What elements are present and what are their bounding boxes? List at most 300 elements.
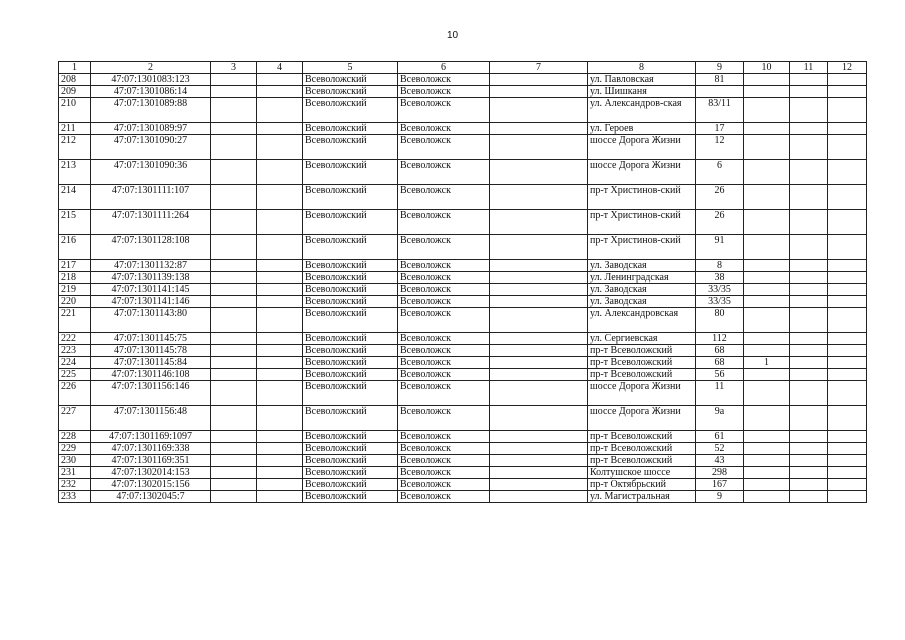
empty-cell: [257, 443, 303, 455]
house-number-cell: 26: [696, 210, 744, 235]
column-10-cell: [744, 308, 790, 333]
column-10-cell: [744, 185, 790, 210]
house-number-cell: 167: [696, 479, 744, 491]
district-cell: Всеволожский: [303, 74, 398, 86]
cadastral-number-cell: 47:07:1301132:87: [91, 260, 211, 272]
cadastral-number-cell: 47:07:1302015:156: [91, 479, 211, 491]
district-cell: Всеволожский: [303, 369, 398, 381]
row-number-cell: 218: [59, 272, 91, 284]
street-cell: ул. Ленинградская: [588, 272, 696, 284]
empty-cell: [257, 491, 303, 503]
city-cell: Всеволожск: [398, 135, 490, 160]
empty-cell: [490, 479, 588, 491]
empty-cell: [490, 185, 588, 210]
street-cell: шоссе Дорога Жизни: [588, 135, 696, 160]
cadastral-number-cell: 47:07:1301169:338: [91, 443, 211, 455]
city-cell: Всеволожск: [398, 479, 490, 491]
empty-cell: [790, 284, 828, 296]
empty-cell: [211, 431, 257, 443]
empty-cell: [828, 333, 867, 345]
street-cell: пр-т Всеволожский: [588, 369, 696, 381]
column-header: 2: [91, 62, 211, 74]
district-cell: Всеволожский: [303, 284, 398, 296]
table-row: [59, 160, 867, 185]
empty-cell: [257, 479, 303, 491]
empty-cell: [257, 123, 303, 135]
street-cell: шоссе Дорога Жизни: [588, 406, 696, 431]
house-number-cell: 9: [696, 491, 744, 503]
district-cell: Всеволожский: [303, 272, 398, 284]
house-number-cell: 298: [696, 467, 744, 479]
empty-cell: [490, 86, 588, 98]
district-cell: Всеволожский: [303, 431, 398, 443]
cadastral-number-cell: 47:07:1301090:36: [91, 160, 211, 185]
empty-cell: [211, 333, 257, 345]
empty-cell: [790, 86, 828, 98]
empty-cell: [257, 160, 303, 185]
empty-cell: [828, 308, 867, 333]
empty-cell: [790, 210, 828, 235]
city-cell: Всеволожск: [398, 345, 490, 357]
column-header: 10: [744, 62, 790, 74]
empty-cell: [490, 272, 588, 284]
city-cell: Всеволожск: [398, 123, 490, 135]
street-cell: пр-т Всеволожский: [588, 455, 696, 467]
empty-cell: [257, 210, 303, 235]
empty-cell: [257, 296, 303, 308]
empty-cell: [211, 479, 257, 491]
row-number-cell: 230: [59, 455, 91, 467]
table-row: [59, 308, 867, 333]
city-cell: Всеволожск: [398, 443, 490, 455]
empty-cell: [828, 123, 867, 135]
empty-cell: [828, 74, 867, 86]
district-cell: Всеволожский: [303, 308, 398, 333]
city-cell: Всеволожск: [398, 74, 490, 86]
house-number-cell: 43: [696, 455, 744, 467]
street-cell: пр-т Всеволожский: [588, 443, 696, 455]
empty-cell: [490, 467, 588, 479]
empty-cell: [490, 308, 588, 333]
empty-cell: [828, 357, 867, 369]
table-row: [59, 455, 867, 467]
cadastral-number-cell: 47:07:1301141:146: [91, 296, 211, 308]
district-cell: Всеволожский: [303, 296, 398, 308]
empty-cell: [790, 491, 828, 503]
empty-cell: [790, 431, 828, 443]
empty-cell: [828, 455, 867, 467]
empty-cell: [828, 86, 867, 98]
row-number-cell: 225: [59, 369, 91, 381]
row-number-cell: 209: [59, 86, 91, 98]
empty-cell: [211, 443, 257, 455]
column-10-cell: [744, 431, 790, 443]
table-row: [59, 333, 867, 345]
house-number-cell: 33/35: [696, 296, 744, 308]
empty-cell: [828, 284, 867, 296]
empty-cell: [790, 296, 828, 308]
empty-cell: [828, 296, 867, 308]
district-cell: Всеволожский: [303, 491, 398, 503]
column-header: 4: [257, 62, 303, 74]
table-row: [59, 123, 867, 135]
empty-cell: [790, 272, 828, 284]
page-number: 10: [446, 30, 459, 41]
empty-cell: [790, 74, 828, 86]
row-number-cell: 212: [59, 135, 91, 160]
district-cell: Всеволожский: [303, 123, 398, 135]
column-header: 3: [211, 62, 257, 74]
row-number-cell: 213: [59, 160, 91, 185]
row-number-cell: 231: [59, 467, 91, 479]
empty-cell: [211, 74, 257, 86]
empty-cell: [790, 467, 828, 479]
row-number-cell: 228: [59, 431, 91, 443]
column-10-cell: [744, 86, 790, 98]
house-number-cell: 38: [696, 272, 744, 284]
empty-cell: [257, 431, 303, 443]
empty-cell: [790, 443, 828, 455]
table-row: [59, 345, 867, 357]
empty-cell: [490, 345, 588, 357]
table-row: [59, 86, 867, 98]
house-number-cell: 112: [696, 333, 744, 345]
city-cell: Всеволожск: [398, 369, 490, 381]
table-row: [59, 491, 867, 503]
table-row: [59, 467, 867, 479]
cadastral-number-cell: 47:07:1301090:27: [91, 135, 211, 160]
city-cell: Всеволожск: [398, 235, 490, 260]
empty-cell: [828, 491, 867, 503]
empty-cell: [828, 443, 867, 455]
cadastral-number-cell: 47:07:1301111:107: [91, 185, 211, 210]
column-10-cell: [744, 479, 790, 491]
row-number-cell: 210: [59, 98, 91, 123]
empty-cell: [490, 210, 588, 235]
row-number-cell: 215: [59, 210, 91, 235]
column-10-cell: 1: [744, 357, 790, 369]
house-number-cell: 68: [696, 345, 744, 357]
city-cell: Всеволожск: [398, 210, 490, 235]
table-row: [59, 479, 867, 491]
cadastral-number-cell: 47:07:1301156:146: [91, 381, 211, 406]
empty-cell: [790, 135, 828, 160]
table-row: [59, 369, 867, 381]
empty-cell: [790, 308, 828, 333]
empty-cell: [257, 406, 303, 431]
table-row: [59, 296, 867, 308]
cadastral-number-cell: 47:07:1301139:138: [91, 272, 211, 284]
column-10-cell: [744, 467, 790, 479]
empty-cell: [257, 98, 303, 123]
city-cell: Всеволожск: [398, 260, 490, 272]
empty-cell: [211, 406, 257, 431]
street-cell: ул. Заводская: [588, 296, 696, 308]
empty-cell: [257, 381, 303, 406]
table-row: [59, 443, 867, 455]
empty-cell: [211, 284, 257, 296]
empty-cell: [211, 210, 257, 235]
empty-cell: [490, 406, 588, 431]
district-cell: Всеволожский: [303, 443, 398, 455]
empty-cell: [828, 98, 867, 123]
row-number-cell: 208: [59, 74, 91, 86]
empty-cell: [490, 160, 588, 185]
row-number-cell: 229: [59, 443, 91, 455]
cadastral-number-cell: 47:07:1301141:145: [91, 284, 211, 296]
row-number-cell: 227: [59, 406, 91, 431]
house-number-cell: 91: [696, 235, 744, 260]
street-cell: пр-т Христинов-ский: [588, 185, 696, 210]
street-cell: Колтушское шоссе: [588, 467, 696, 479]
column-10-cell: [744, 491, 790, 503]
empty-cell: [257, 74, 303, 86]
house-number-cell: 9а: [696, 406, 744, 431]
row-number-cell: 221: [59, 308, 91, 333]
empty-cell: [828, 345, 867, 357]
empty-cell: [211, 467, 257, 479]
row-number-cell: 217: [59, 260, 91, 272]
district-cell: Всеволожский: [303, 357, 398, 369]
column-10-cell: [744, 260, 790, 272]
district-cell: Всеволожский: [303, 467, 398, 479]
district-cell: Всеволожский: [303, 479, 398, 491]
empty-cell: [211, 86, 257, 98]
street-cell: пр-т Христинов-ский: [588, 235, 696, 260]
district-cell: Всеволожский: [303, 345, 398, 357]
empty-cell: [790, 185, 828, 210]
street-cell: пр-т Всеволожский: [588, 357, 696, 369]
empty-cell: [828, 135, 867, 160]
empty-cell: [490, 296, 588, 308]
column-10-cell: [744, 455, 790, 467]
table-row: [59, 284, 867, 296]
cadastral-number-cell: 47:07:1301146:108: [91, 369, 211, 381]
empty-cell: [257, 345, 303, 357]
empty-cell: [211, 381, 257, 406]
empty-cell: [490, 123, 588, 135]
empty-cell: [211, 369, 257, 381]
empty-cell: [828, 210, 867, 235]
city-cell: Всеволожск: [398, 272, 490, 284]
street-cell: ул. Заводская: [588, 284, 696, 296]
empty-cell: [211, 260, 257, 272]
column-10-cell: [744, 406, 790, 431]
empty-cell: [257, 308, 303, 333]
house-number-cell: 68: [696, 357, 744, 369]
city-cell: Всеволожск: [398, 333, 490, 345]
empty-cell: [490, 443, 588, 455]
city-cell: Всеволожск: [398, 160, 490, 185]
row-number-cell: 222: [59, 333, 91, 345]
empty-cell: [211, 345, 257, 357]
empty-cell: [211, 235, 257, 260]
cadastral-number-cell: 47:07:1301145:78: [91, 345, 211, 357]
street-cell: пр-т Христинов-ский: [588, 210, 696, 235]
city-cell: Всеволожск: [398, 185, 490, 210]
column-10-cell: [744, 160, 790, 185]
cadastral-number-cell: 47:07:1301143:80: [91, 308, 211, 333]
column-10-cell: [744, 333, 790, 345]
registry-body: [59, 74, 867, 503]
city-cell: Всеволожск: [398, 431, 490, 443]
empty-cell: [790, 381, 828, 406]
cadastral-number-cell: 47:07:1301083:123: [91, 74, 211, 86]
row-number-cell: 233: [59, 491, 91, 503]
column-header: 9: [696, 62, 744, 74]
table-row: [59, 135, 867, 160]
row-number-cell: 226: [59, 381, 91, 406]
cadastral-number-cell: 47:07:1301089:88: [91, 98, 211, 123]
empty-cell: [257, 260, 303, 272]
empty-cell: [828, 479, 867, 491]
empty-cell: [790, 357, 828, 369]
house-number-cell: 52: [696, 443, 744, 455]
empty-cell: [211, 135, 257, 160]
cadastral-number-cell: 47:07:1301169:1097: [91, 431, 211, 443]
empty-cell: [790, 345, 828, 357]
house-number-cell: 12: [696, 135, 744, 160]
district-cell: Всеволожский: [303, 260, 398, 272]
empty-cell: [257, 135, 303, 160]
house-number-cell: 61: [696, 431, 744, 443]
district-cell: Всеволожский: [303, 381, 398, 406]
table-row: [59, 210, 867, 235]
empty-cell: [828, 467, 867, 479]
city-cell: Всеволожск: [398, 406, 490, 431]
cadastral-number-cell: 47:07:1301156:48: [91, 406, 211, 431]
table-row: [59, 235, 867, 260]
cadastral-number-cell: 47:07:1301145:75: [91, 333, 211, 345]
street-cell: ул. Заводская: [588, 260, 696, 272]
city-cell: Всеволожск: [398, 467, 490, 479]
empty-cell: [211, 357, 257, 369]
empty-cell: [790, 479, 828, 491]
street-cell: пр-т Всеволожский: [588, 431, 696, 443]
column-10-cell: [744, 98, 790, 123]
district-cell: Всеволожский: [303, 406, 398, 431]
row-number-cell: 223: [59, 345, 91, 357]
district-cell: Всеволожский: [303, 455, 398, 467]
city-cell: Всеволожск: [398, 296, 490, 308]
row-number-cell: 219: [59, 284, 91, 296]
row-number-cell: 232: [59, 479, 91, 491]
street-cell: ул. Сергиевская: [588, 333, 696, 345]
column-10-cell: [744, 74, 790, 86]
street-cell: ул. Героев: [588, 123, 696, 135]
empty-cell: [257, 455, 303, 467]
table-row: [59, 357, 867, 369]
column-header: 12: [828, 62, 867, 74]
empty-cell: [828, 381, 867, 406]
empty-cell: [490, 455, 588, 467]
empty-cell: [828, 369, 867, 381]
column-number-row: [59, 62, 867, 74]
row-number-cell: 211: [59, 123, 91, 135]
row-number-cell: 216: [59, 235, 91, 260]
empty-cell: [211, 123, 257, 135]
registry-table: [58, 61, 867, 503]
table-row: [59, 431, 867, 443]
house-number-cell: 17: [696, 123, 744, 135]
city-cell: Всеволожск: [398, 455, 490, 467]
column-10-cell: [744, 381, 790, 406]
row-number-cell: 214: [59, 185, 91, 210]
empty-cell: [490, 284, 588, 296]
column-10-cell: [744, 284, 790, 296]
empty-cell: [790, 123, 828, 135]
house-number-cell: 6: [696, 160, 744, 185]
cadastral-number-cell: 47:07:1301111:264: [91, 210, 211, 235]
empty-cell: [257, 467, 303, 479]
column-10-cell: [744, 296, 790, 308]
house-number-cell: 80: [696, 308, 744, 333]
district-cell: Всеволожский: [303, 98, 398, 123]
column-header: 6: [398, 62, 490, 74]
table-row: [59, 185, 867, 210]
district-cell: Всеволожский: [303, 86, 398, 98]
house-number-cell: 81: [696, 74, 744, 86]
column-header: 5: [303, 62, 398, 74]
empty-cell: [211, 185, 257, 210]
column-header: 7: [490, 62, 588, 74]
table-row: [59, 260, 867, 272]
house-number-cell: 33/35: [696, 284, 744, 296]
empty-cell: [211, 296, 257, 308]
cadastral-number-cell: 47:07:1301128:108: [91, 235, 211, 260]
city-cell: Всеволожск: [398, 381, 490, 406]
empty-cell: [211, 455, 257, 467]
district-cell: Всеволожский: [303, 333, 398, 345]
empty-cell: [790, 98, 828, 123]
district-cell: Всеволожский: [303, 185, 398, 210]
empty-cell: [490, 235, 588, 260]
street-cell: пр-т Октябрьский: [588, 479, 696, 491]
empty-cell: [490, 135, 588, 160]
empty-cell: [211, 491, 257, 503]
empty-cell: [828, 235, 867, 260]
column-header: 8: [588, 62, 696, 74]
empty-cell: [257, 272, 303, 284]
empty-cell: [257, 333, 303, 345]
column-10-cell: [744, 210, 790, 235]
column-10-cell: [744, 235, 790, 260]
empty-cell: [828, 185, 867, 210]
empty-cell: [211, 308, 257, 333]
empty-cell: [828, 260, 867, 272]
empty-cell: [828, 431, 867, 443]
city-cell: Всеволожск: [398, 357, 490, 369]
city-cell: Всеволожск: [398, 86, 490, 98]
cadastral-number-cell: 47:07:1302045:7: [91, 491, 211, 503]
column-10-cell: [744, 123, 790, 135]
city-cell: Всеволожск: [398, 308, 490, 333]
empty-cell: [790, 260, 828, 272]
street-cell: ул. Александров-ская: [588, 98, 696, 123]
row-number-cell: 220: [59, 296, 91, 308]
house-number-cell: 56: [696, 369, 744, 381]
house-number-cell: 8: [696, 260, 744, 272]
empty-cell: [790, 455, 828, 467]
district-cell: Всеволожский: [303, 135, 398, 160]
empty-cell: [790, 333, 828, 345]
district-cell: Всеволожский: [303, 235, 398, 260]
column-10-cell: [744, 272, 790, 284]
empty-cell: [490, 260, 588, 272]
empty-cell: [257, 357, 303, 369]
empty-cell: [828, 160, 867, 185]
empty-cell: [490, 357, 588, 369]
